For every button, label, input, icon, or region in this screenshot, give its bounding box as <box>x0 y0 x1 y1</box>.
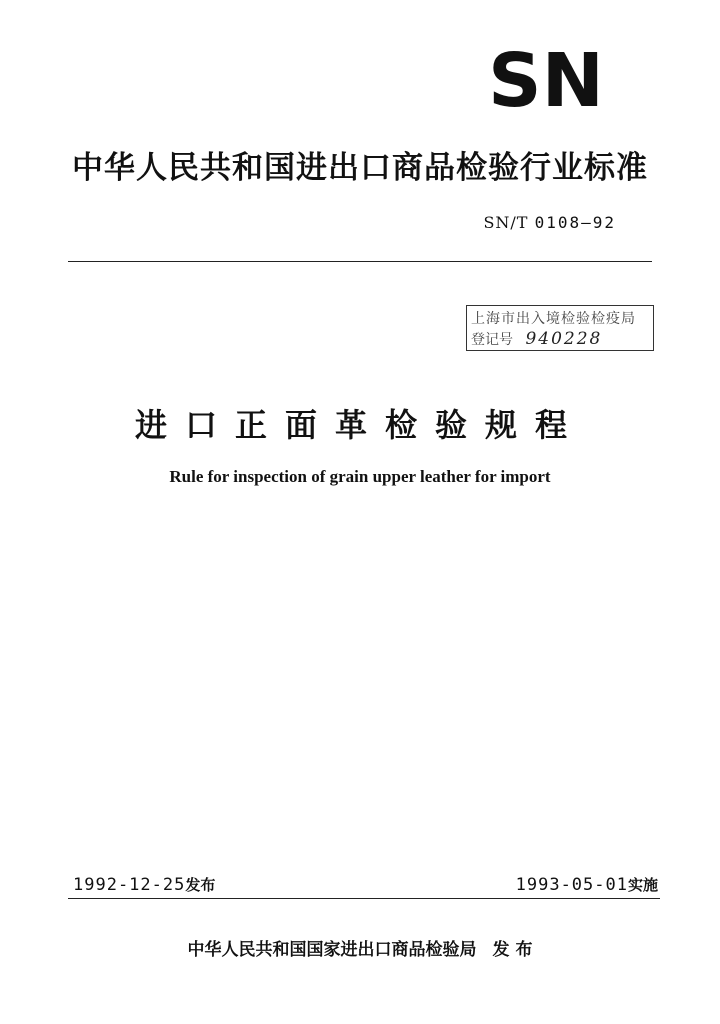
top-divider <box>68 261 652 262</box>
sn-logo <box>488 48 604 110</box>
issue-date <box>73 874 215 895</box>
bottom-divider <box>68 898 660 899</box>
sn-logo-text: SN <box>488 48 604 110</box>
publisher <box>0 935 720 960</box>
org-title: 中华人民共和国进出口商品检验行业标准 <box>72 150 648 186</box>
stamp-label: 登记号 <box>471 332 513 348</box>
stamp-line-2 <box>471 329 602 349</box>
issue-date-word: 发布 <box>185 876 216 894</box>
publisher-name: 中华人民共和国国家进出口商品检验局 <box>187 940 477 960</box>
standard-code <box>483 213 616 232</box>
document-title-en: Rule for inspection of grain upper leather for import <box>169 467 551 486</box>
standard-number: 0108—92 <box>534 213 616 232</box>
implementation-date <box>516 874 658 895</box>
implementation-date-value: 1993-05-01 <box>515 875 628 895</box>
issue-date-value: 1992-12-25 <box>73 875 186 895</box>
standard-prefix: SN/T <box>483 213 529 232</box>
library-stamp <box>466 305 654 351</box>
publisher-action: 发 布 <box>492 940 533 960</box>
document-title-cn: 进口正面革检验规程 <box>134 406 585 444</box>
implementation-date-word: 实施 <box>627 876 658 894</box>
stamp-handwritten-number: 940228 <box>525 329 603 349</box>
stamp-line-1: 上海市出入境检验检疫局 <box>471 311 636 327</box>
